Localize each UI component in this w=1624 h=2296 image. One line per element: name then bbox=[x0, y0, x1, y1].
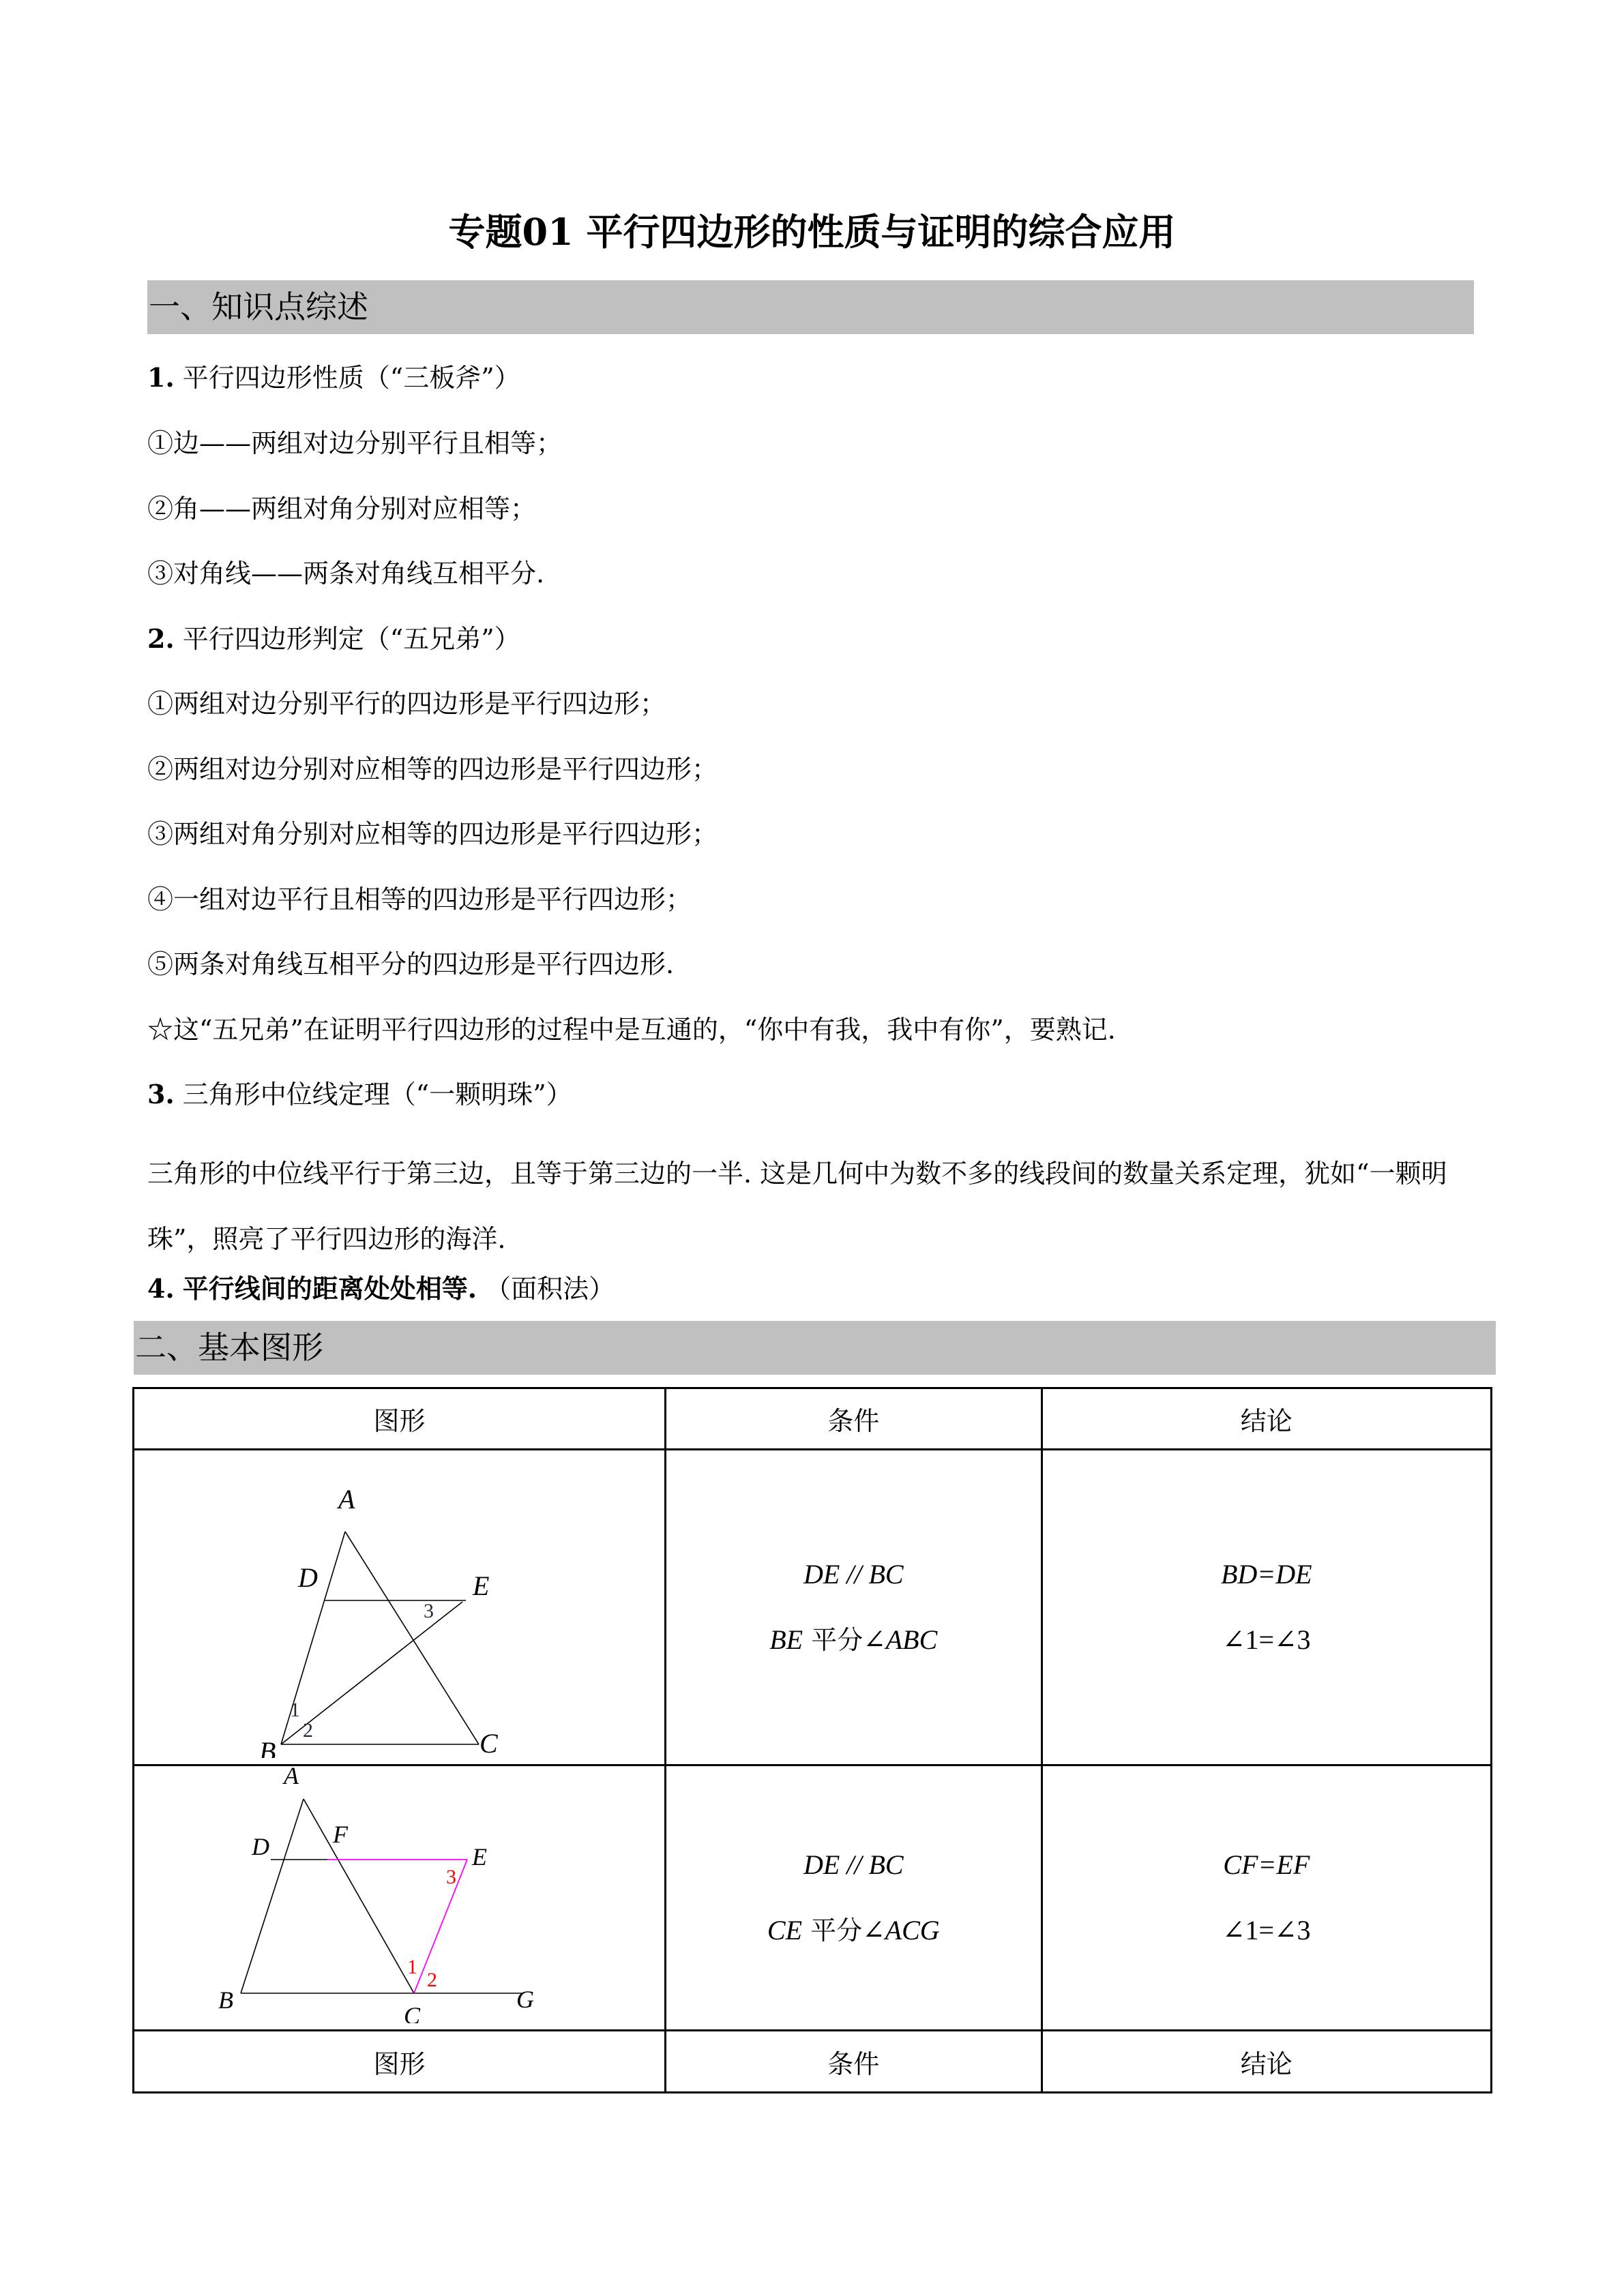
condition-bisector bbox=[666, 1898, 1041, 1963]
list-item: ②两组对边分别对应相等的四边形是平行四边形； bbox=[147, 754, 718, 784]
label-E: E bbox=[472, 1843, 487, 1870]
conclusion-equal-segments: CF=EF bbox=[1223, 1849, 1310, 1880]
table-header-row bbox=[134, 1388, 1492, 1450]
list-item: ④一组对边平行且相等的四边形是平行四边形； bbox=[147, 884, 692, 914]
section-heading-text: 二、基本图形 bbox=[135, 1329, 323, 1366]
table-header-row-repeat bbox=[134, 2031, 1492, 2093]
header-conclusion: 结论 bbox=[1042, 1388, 1491, 1450]
header-condition: 条件 bbox=[666, 1388, 1042, 1450]
section-heading-text: 一、知识点综述 bbox=[149, 288, 368, 325]
point-title: 平行四边形判定（“五兄弟”） bbox=[182, 624, 520, 654]
point-number: 3. bbox=[147, 1079, 175, 1109]
label-C: C bbox=[404, 2002, 421, 2023]
note-text: ☆这“五兄弟”在证明平行四边形的过程中是互通的，“你中有我，我中有你”，要熟记. bbox=[147, 1015, 1116, 1045]
point-3-heading bbox=[147, 1075, 572, 1114]
segment-EC bbox=[414, 1860, 467, 1993]
condition-parallel: DE // BC bbox=[803, 1559, 904, 1590]
angle-label-2: 2 bbox=[303, 1719, 313, 1742]
point-title: 平行线间的距离处处相等. bbox=[182, 1273, 477, 1304]
list-item: ⑤两条对角线互相平分的四边形是平行四边形. bbox=[147, 949, 675, 979]
paragraph: 三角形的中位线平行于第三边，且等于第三边的一半. 这是几何中为数不多的线段间的数量关系定理，犹如“一颗明珠”，照亮了平行四边形的海洋. bbox=[147, 1159, 1447, 1254]
list-item: ①边——两组对边分别平行且相等； bbox=[147, 428, 563, 458]
label-G: G bbox=[516, 1986, 534, 2013]
condition-bisector-word: 平分 bbox=[802, 1915, 863, 1945]
header-condition: 条件 bbox=[666, 2031, 1042, 2093]
segment-AB bbox=[241, 1799, 304, 1993]
point-4-heading bbox=[147, 1270, 615, 1308]
conclusion-cell bbox=[1042, 1450, 1491, 1765]
figure-cell bbox=[134, 1765, 666, 2031]
figure-1-diagram bbox=[134, 1450, 664, 1758]
condition-cell bbox=[666, 1450, 1042, 1765]
angle-label-1: 1 bbox=[407, 1956, 417, 1978]
condition-bisector-segment: CE bbox=[767, 1915, 803, 1945]
list-item: ③对角线——两条对角线互相平分. bbox=[147, 558, 545, 588]
condition-bisector-angle: ∠ACG bbox=[862, 1915, 940, 1945]
point-number: 4. bbox=[147, 1273, 175, 1304]
label-C: C bbox=[479, 1728, 498, 1758]
conclusion-equal-angles: ∠1=∠3 bbox=[1222, 1915, 1311, 1945]
label-D: D bbox=[298, 1562, 318, 1593]
table-row bbox=[134, 1450, 1492, 1765]
point-title: 三角形中位线定理（“一颗明珠”） bbox=[182, 1079, 572, 1109]
condition-cell bbox=[666, 1765, 1042, 2031]
list-item: ②角——两组对角分别对应相等； bbox=[147, 494, 537, 524]
angle-label-3: 3 bbox=[446, 1866, 456, 1888]
table-row bbox=[134, 1765, 1492, 2031]
figures-table bbox=[132, 1387, 1492, 2093]
figure-cell bbox=[134, 1450, 666, 1765]
label-A: A bbox=[338, 1484, 355, 1515]
segment-AC bbox=[345, 1532, 479, 1744]
label-E: E bbox=[473, 1570, 490, 1601]
condition-parallel: DE // BC bbox=[803, 1849, 904, 1880]
condition-bisector-segment: BE bbox=[769, 1624, 803, 1655]
label-F: F bbox=[333, 1821, 348, 1848]
header-conclusion: 结论 bbox=[1042, 2031, 1491, 2093]
conclusion-equal-angles: ∠1=∠3 bbox=[1222, 1624, 1311, 1655]
condition-bisector-word: 平分 bbox=[803, 1625, 863, 1655]
condition-bisector-angle: ∠ABC bbox=[863, 1624, 938, 1655]
angle-label-3: 3 bbox=[424, 1600, 434, 1622]
figure-2-diagram bbox=[134, 1766, 664, 2023]
point-2-heading bbox=[147, 620, 520, 658]
list-item: ①两组对边分别平行的四边形是平行四边形； bbox=[147, 689, 666, 719]
condition-bisector bbox=[666, 1607, 1041, 1673]
point-number: 1. bbox=[147, 362, 175, 393]
conclusion-cell bbox=[1042, 1765, 1491, 2031]
page-title: 专题01 平行四边形的性质与证明的综合应用 bbox=[448, 210, 1176, 254]
label-D: D bbox=[252, 1833, 269, 1860]
header-figure: 图形 bbox=[134, 2031, 666, 2093]
conclusion-equal-segments: BD=DE bbox=[1220, 1559, 1312, 1590]
point-1-heading bbox=[147, 359, 520, 397]
header-figure: 图形 bbox=[134, 1388, 666, 1450]
section-heading-knowledge bbox=[147, 280, 1474, 334]
angle-label-2: 2 bbox=[427, 1969, 437, 1991]
point-title: 平行四边形性质（“三板斧”） bbox=[182, 363, 520, 393]
section-heading-basic-figures bbox=[134, 1321, 1496, 1375]
label-B: B bbox=[218, 1986, 233, 2014]
point-number: 2. bbox=[147, 623, 175, 654]
segment-AC bbox=[304, 1799, 414, 1993]
angle-label-1: 1 bbox=[290, 1699, 300, 1721]
list-item: ③两组对角分别对应相等的四边形是平行四边形； bbox=[147, 819, 718, 849]
label-A: A bbox=[284, 1766, 299, 1789]
point-suffix: （面积法） bbox=[485, 1274, 615, 1304]
label-B: B bbox=[259, 1736, 276, 1758]
